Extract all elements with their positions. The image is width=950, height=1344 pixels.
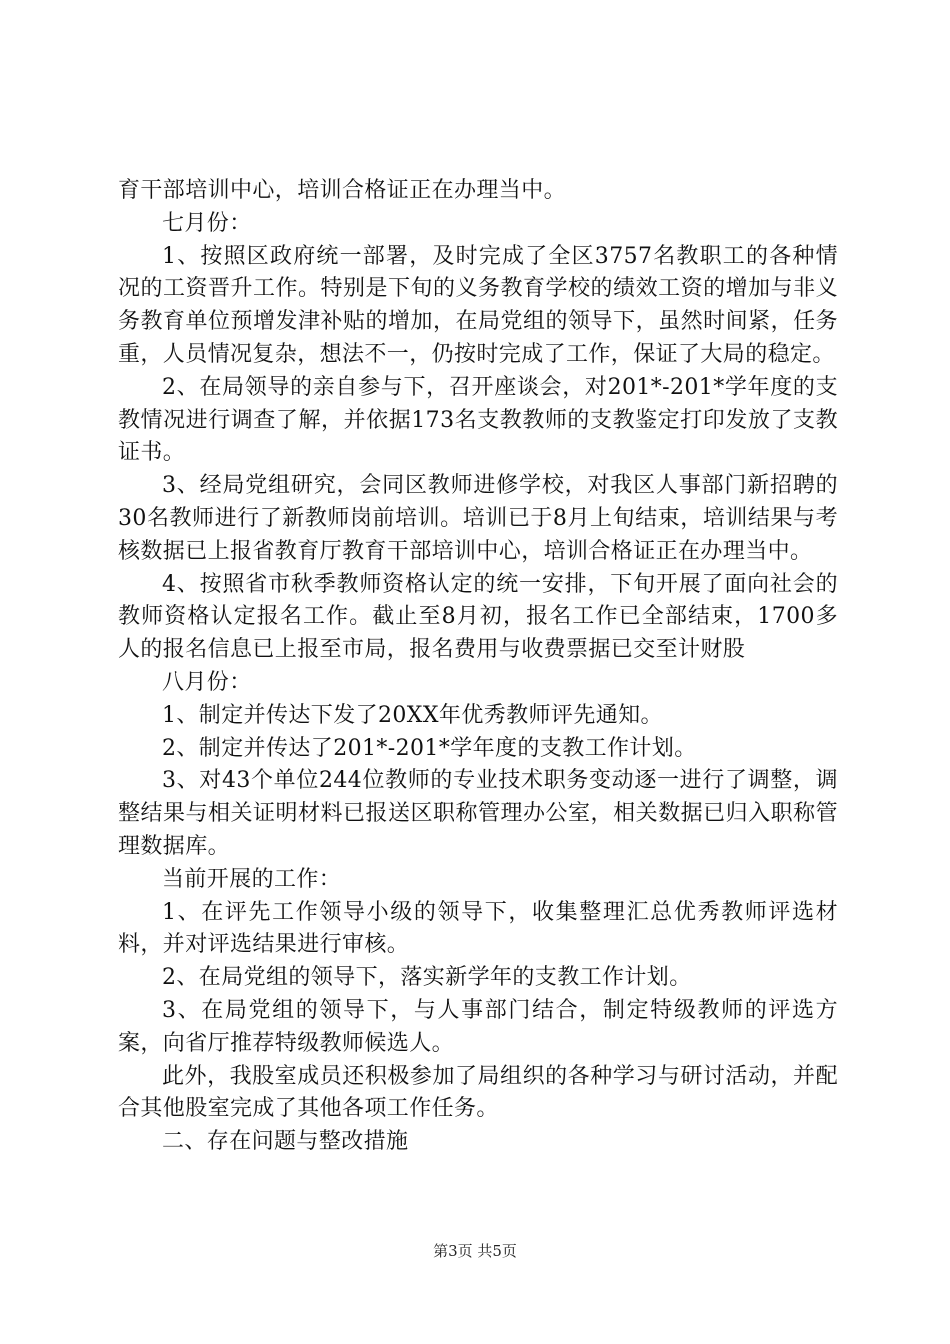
paragraph: 3、经局党组研究，会同区教师进修学校，对我区人事部门新招聘的30名教师进行了新教师岗前培训。培训已于8月上旬结束，培训结果与考核数据已上报省教育厅教育干部培训中心，培训合格证正在办理当中。 — [118, 473, 838, 564]
paragraph: 2、在局领导的亲自参与下，召开座谈会，对201*-201*学年度的支教情况进行调查了解，并依据173名支教教师的支教鉴定打印发放了支教证书。 — [118, 374, 838, 466]
paragraph: 育干部培训中心，培训合格证正在办理当中。 — [118, 178, 567, 203]
paragraph: 3、对43个单位244位教师的专业技术职务变动逐一进行了调整，调整结果与相关证明材料已报送区职称管理办公室，相关数据已归入职称管理数据库。 — [118, 768, 838, 859]
paragraph: 4、按照省市秋季教师资格认定的统一安排，下旬开展了面向社会的教师资格认定报名工作。截止至8月初，报名工作已全部结束，1700多人的报名信息已上报至市局，报名费用与收费票据已交至计财股 — [118, 571, 838, 663]
document-body — [118, 175, 838, 1159]
page-number-footer: 第3页 共5页 — [433, 1242, 517, 1260]
paragraph: 当前开展的工作： — [162, 866, 342, 892]
paragraph: 1、在评先工作领导小级的领导下，收集整理汇总优秀教师评选材料，并对评选结果进行审核。 — [118, 899, 838, 958]
paragraph: 1、制定并传达下发了20XX年优秀教师评先通知。 — [162, 702, 663, 728]
paragraph: 七月份： — [162, 210, 252, 236]
paragraph: 八月份： — [162, 669, 252, 695]
paragraph: 此外，我股室成员还积极参加了局组织的各种学习与研讨活动，并配合其他股室完成了其他各项工作任务。 — [118, 1063, 838, 1122]
paragraph: 2、制定并传达了201*-201*学年度的支教工作计划。 — [162, 735, 697, 761]
section-heading: 二、存在问题与整改措施 — [162, 1129, 409, 1155]
paragraph: 1、按照区政府统一部署，及时完成了全区3757名教职工的各种情况的工资晋升工作。特别是下旬的义务教育学校的绩效工资的增加与非义务教育单位预增发津补贴的增加，在局党组的领导下，虽然时间紧，任务重，人员情况复杂，想法不一，仍按时完成了工作，保证了大局的稳定。 — [118, 243, 838, 367]
paragraph: 2、在局党组的领导下，落实新学年的支教工作计划。 — [162, 965, 692, 991]
paragraph: 3、在局党组的领导下，与人事部门结合，制定特级教师的评选方案，向省厅推荐特级教师候选人。 — [118, 997, 838, 1056]
